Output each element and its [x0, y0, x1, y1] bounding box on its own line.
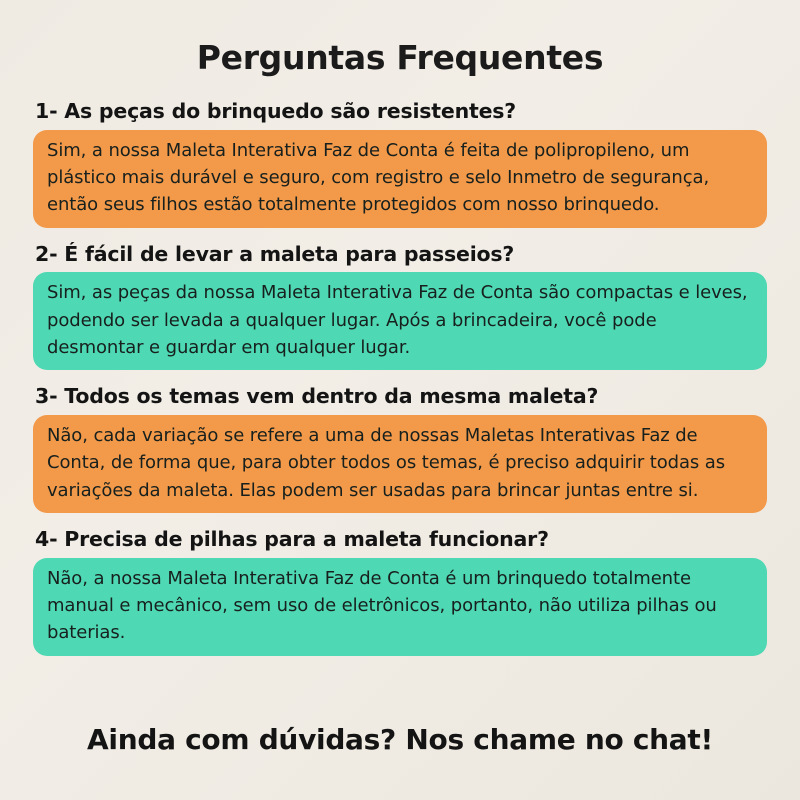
faq-item-2 [33, 242, 767, 371]
faq-item-1 [33, 99, 767, 228]
faq-list [30, 99, 770, 656]
faq-answer: Não, cada variação se refere a uma de nossas Maletas Interativas Faz de Conta, de forma que, para obter todos os temas, é preciso adquirir todas as variações da maleta. Elas podem ser usadas para brincar juntas entre si. [33, 415, 767, 513]
faq-question: 4- Precisa de pilhas para a maleta funcionar? [35, 527, 549, 552]
faq-question: 3- Todos os temas vem dentro da mesma maleta? [35, 384, 599, 409]
page-title: Perguntas Frequentes [196, 38, 604, 77]
faq-answer: Não, a nossa Maleta Interativa Faz de Conta é um brinquedo totalmente manual e mecânico, sem uso de eletrônicos, portanto, não utiliza pilhas ou baterias. [33, 558, 767, 656]
faq-question: 1- As peças do brinquedo são resistentes? [35, 99, 516, 123]
faq-item-3 [33, 384, 767, 513]
footer-cta: Ainda com dúvidas? Nos chame no chat! [87, 723, 713, 756]
faq-item-4 [33, 527, 767, 656]
faq-answer: Sim, as peças da nossa Maleta Interativa Faz de Conta são compactas e leves, podendo ser levada a qualquer lugar. Após a brincadeira, você pode desmontar e guardar em qualquer lugar. [33, 272, 767, 370]
faq-answer: Sim, a nossa Maleta Interativa Faz de Conta é feita de polipropileno, um plástico mais durável e seguro, com registro e selo Inmetro de segurança, então seus filhos estão totalmente protegidos com nosso brinquedo. [33, 130, 767, 228]
faq-question: 2- É fácil de levar a maleta para passeios? [35, 241, 515, 266]
